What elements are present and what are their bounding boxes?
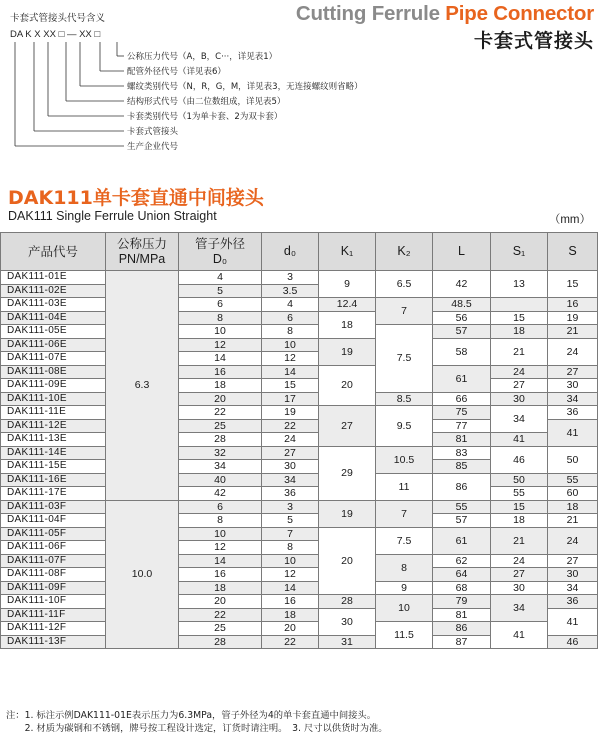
k1-cell: 31 bbox=[319, 635, 376, 649]
legend-item-manufacturer: 生产企业代号 bbox=[127, 142, 179, 152]
s-cell: 55 bbox=[548, 473, 598, 487]
s-cell: 24 bbox=[548, 338, 598, 365]
l-cell: 75 bbox=[433, 406, 491, 420]
s-cell: 27 bbox=[548, 365, 598, 379]
product-code-cell: DAK111-11F bbox=[1, 608, 106, 622]
table-row bbox=[1, 595, 598, 609]
product-code-cell: DAK111-09E bbox=[1, 379, 106, 393]
k2-cell: 7.5 bbox=[376, 527, 433, 554]
table-row bbox=[1, 271, 598, 285]
s1-cell: 27 bbox=[491, 568, 548, 582]
k2-cell: 8.5 bbox=[376, 392, 433, 406]
d0-cell: 27 bbox=[262, 446, 319, 460]
d0-cell: 18 bbox=[262, 608, 319, 622]
k1-cell: 20 bbox=[319, 365, 376, 406]
k2-cell: 11 bbox=[376, 473, 433, 500]
table-row bbox=[1, 500, 598, 514]
header-l: L bbox=[433, 233, 491, 271]
table-row bbox=[1, 568, 598, 582]
s1-cell bbox=[491, 298, 548, 312]
s1-cell: 21 bbox=[491, 527, 548, 554]
s-cell: 60 bbox=[548, 487, 598, 501]
s1-cell: 18 bbox=[491, 514, 548, 528]
outer-diameter-cell: 40 bbox=[179, 473, 262, 487]
s1-cell: 34 bbox=[491, 595, 548, 622]
table-row bbox=[1, 311, 598, 325]
d0-cell: 5 bbox=[262, 514, 319, 528]
d0-cell: 6 bbox=[262, 311, 319, 325]
l-cell: 57 bbox=[433, 325, 491, 339]
product-code-cell: DAK111-15E bbox=[1, 460, 106, 474]
s1-cell: 24 bbox=[491, 554, 548, 568]
s1-cell: 46 bbox=[491, 446, 548, 473]
outer-diameter-cell: 22 bbox=[179, 406, 262, 420]
d0-cell: 14 bbox=[262, 365, 319, 379]
outer-diameter-cell: 32 bbox=[179, 446, 262, 460]
outer-diameter-cell: 34 bbox=[179, 460, 262, 474]
product-code-cell: DAK111-01E bbox=[1, 271, 106, 285]
outer-diameter-cell: 6 bbox=[179, 298, 262, 312]
d0-cell: 22 bbox=[262, 635, 319, 649]
outer-diameter-cell: 10 bbox=[179, 325, 262, 339]
header-s: S bbox=[548, 233, 598, 271]
s-cell: 21 bbox=[548, 514, 598, 528]
k1-cell: 18 bbox=[319, 311, 376, 338]
d0-cell: 3.5 bbox=[262, 284, 319, 298]
header-k2: K₂ bbox=[376, 233, 433, 271]
s-cell: 34 bbox=[548, 581, 598, 595]
s1-cell: 30 bbox=[491, 392, 548, 406]
s-cell: 46 bbox=[548, 635, 598, 649]
l-cell: 42 bbox=[433, 271, 491, 298]
outer-diameter-cell: 42 bbox=[179, 487, 262, 501]
table-row bbox=[1, 298, 598, 312]
header-d0: d₀ bbox=[262, 233, 319, 271]
product-code-cell: DAK111-06F bbox=[1, 541, 106, 555]
outer-diameter-cell: 18 bbox=[179, 581, 262, 595]
k2-cell: 6.5 bbox=[376, 271, 433, 298]
table-row bbox=[1, 514, 598, 528]
s-cell: 36 bbox=[548, 406, 598, 420]
table-row bbox=[1, 473, 598, 487]
k2-cell: 7.5 bbox=[376, 325, 433, 393]
note-line-1: 注：1. 标注示例DAK111-01E表示压力为6.3MPa，管子外径为4的单卡套直通中间接头。 bbox=[6, 710, 377, 721]
s1-cell: 24 bbox=[491, 365, 548, 379]
product-code-cell: DAK111-13E bbox=[1, 433, 106, 447]
english-title-part2: Pipe Connector bbox=[445, 2, 594, 25]
k2-cell: 9 bbox=[376, 581, 433, 595]
outer-diameter-cell: 14 bbox=[179, 352, 262, 366]
table-row bbox=[1, 581, 598, 595]
legend-item-connector: 卡套式管接头 bbox=[127, 127, 179, 137]
k1-cell: 12.4 bbox=[319, 298, 376, 312]
k1-cell: 19 bbox=[319, 338, 376, 365]
outer-diameter-cell: 5 bbox=[179, 284, 262, 298]
s1-cell: 18 bbox=[491, 325, 548, 339]
k1-cell: 20 bbox=[319, 527, 376, 595]
outer-diameter-cell: 28 bbox=[179, 635, 262, 649]
s1-cell: 13 bbox=[491, 271, 548, 298]
product-code-cell: DAK111-14E bbox=[1, 446, 106, 460]
d0-cell: 3 bbox=[262, 500, 319, 514]
l-cell: 62 bbox=[433, 554, 491, 568]
product-code-cell: DAK111-04E bbox=[1, 311, 106, 325]
product-code-cell: DAK111-17E bbox=[1, 487, 106, 501]
table-row bbox=[1, 622, 598, 636]
product-code-cell: DAK111-13F bbox=[1, 635, 106, 649]
l-cell: 85 bbox=[433, 460, 491, 474]
product-code-cell: DAK111-16E bbox=[1, 473, 106, 487]
s1-cell: 15 bbox=[491, 311, 548, 325]
table-row bbox=[1, 487, 598, 501]
outer-diameter-cell: 20 bbox=[179, 595, 262, 609]
outer-diameter-cell: 6 bbox=[179, 500, 262, 514]
k1-cell: 27 bbox=[319, 406, 376, 447]
l-cell: 87 bbox=[433, 635, 491, 649]
d0-cell: 22 bbox=[262, 419, 319, 433]
s-cell: 16 bbox=[548, 298, 598, 312]
s1-cell: 27 bbox=[491, 379, 548, 393]
d0-cell: 30 bbox=[262, 460, 319, 474]
d0-cell: 10 bbox=[262, 554, 319, 568]
table-row bbox=[1, 554, 598, 568]
l-cell: 61 bbox=[433, 365, 491, 392]
k2-cell: 8 bbox=[376, 554, 433, 581]
l-cell: 77 bbox=[433, 419, 491, 433]
s1-cell: 34 bbox=[491, 406, 548, 433]
product-code-cell: DAK111-12F bbox=[1, 622, 106, 636]
s-cell: 30 bbox=[548, 379, 598, 393]
d0-cell: 12 bbox=[262, 352, 319, 366]
product-code-cell: DAK111-12E bbox=[1, 419, 106, 433]
s1-cell: 50 bbox=[491, 473, 548, 487]
s-cell: 21 bbox=[548, 325, 598, 339]
header-k1: K₁ bbox=[319, 233, 376, 271]
product-code-cell: DAK111-08F bbox=[1, 568, 106, 582]
product-code-cell: DAK111-03E bbox=[1, 298, 106, 312]
l-cell: 81 bbox=[433, 608, 491, 622]
pressure-cell: 10.0 bbox=[106, 500, 179, 649]
product-code-cell: DAK111-06E bbox=[1, 338, 106, 352]
product-code-cell: DAK111-03F bbox=[1, 500, 106, 514]
table-row bbox=[1, 406, 598, 420]
l-cell: 48.5 bbox=[433, 298, 491, 312]
product-code-cell: DAK111-02E bbox=[1, 284, 106, 298]
section-title: DAK111单卡套直通中间接头 bbox=[8, 187, 264, 209]
d0-cell: 15 bbox=[262, 379, 319, 393]
l-cell: 79 bbox=[433, 595, 491, 609]
d0-cell: 8 bbox=[262, 541, 319, 555]
table-row bbox=[1, 446, 598, 460]
legend-title: 卡套式管接头代号含义 bbox=[10, 13, 106, 24]
d0-cell: 10 bbox=[262, 338, 319, 352]
outer-diameter-cell: 25 bbox=[179, 419, 262, 433]
english-title-part1: Cutting Ferrule bbox=[295, 2, 446, 25]
s1-cell: 41 bbox=[491, 622, 548, 649]
l-cell: 55 bbox=[433, 500, 491, 514]
l-cell: 66 bbox=[433, 392, 491, 406]
k2-cell: 10 bbox=[376, 595, 433, 622]
note-line-2: 2. 材质为碳钢和不锈钢，牌号按工程设计选定，订货时请注明。 3. 尺寸以供货时为准。 bbox=[6, 723, 388, 734]
k2-cell: 7 bbox=[376, 298, 433, 325]
header-code: 产品代号 bbox=[1, 233, 106, 271]
s1-cell: 41 bbox=[491, 433, 548, 447]
product-code-cell: DAK111-10E bbox=[1, 392, 106, 406]
table-row bbox=[1, 433, 598, 447]
table-row bbox=[1, 379, 598, 393]
l-cell: 86 bbox=[433, 473, 491, 500]
s-cell: 50 bbox=[548, 446, 598, 473]
legend-item-thread: 螺纹类别代号（N，R，G，M，详见表3，无连接螺纹则省略） bbox=[127, 82, 363, 92]
d0-cell: 12 bbox=[262, 568, 319, 582]
d0-cell: 34 bbox=[262, 473, 319, 487]
k1-cell: 29 bbox=[319, 446, 376, 500]
s1-cell: 21 bbox=[491, 338, 548, 365]
product-code-cell: DAK111-07F bbox=[1, 554, 106, 568]
l-cell: 81 bbox=[433, 433, 491, 447]
unit-label: （mm） bbox=[548, 214, 591, 226]
product-code-cell: DAK111-08E bbox=[1, 365, 106, 379]
chinese-title: 卡套式管接头 bbox=[473, 30, 594, 52]
legend-item-pipe-od: 配管外径代号（详见表6） bbox=[127, 67, 226, 77]
table-row bbox=[1, 527, 598, 541]
l-cell: 86 bbox=[433, 622, 491, 636]
k1-cell: 30 bbox=[319, 608, 376, 635]
s-cell: 41 bbox=[548, 608, 598, 635]
d0-cell: 7 bbox=[262, 527, 319, 541]
outer-diameter-cell: 4 bbox=[179, 271, 262, 285]
d0-cell: 8 bbox=[262, 325, 319, 339]
k2-cell: 9.5 bbox=[376, 406, 433, 447]
table-header-row bbox=[1, 233, 598, 271]
outer-diameter-cell: 22 bbox=[179, 608, 262, 622]
k1-cell: 9 bbox=[319, 271, 376, 298]
k2-cell: 7 bbox=[376, 500, 433, 527]
legend-item-ferrule-type: 卡套类别代号（1为单卡套、2为双卡套） bbox=[127, 112, 283, 122]
table-row bbox=[1, 392, 598, 406]
header-s1: S₁ bbox=[491, 233, 548, 271]
s-cell: 27 bbox=[548, 554, 598, 568]
table-row bbox=[1, 325, 598, 339]
d0-cell: 24 bbox=[262, 433, 319, 447]
l-cell: 56 bbox=[433, 311, 491, 325]
outer-diameter-cell: 12 bbox=[179, 541, 262, 555]
s1-cell: 30 bbox=[491, 581, 548, 595]
spec-table bbox=[0, 232, 598, 649]
s-cell: 30 bbox=[548, 568, 598, 582]
l-cell: 64 bbox=[433, 568, 491, 582]
outer-diameter-cell: 20 bbox=[179, 392, 262, 406]
s-cell: 41 bbox=[548, 419, 598, 446]
k1-cell: 19 bbox=[319, 500, 376, 527]
l-cell: 61 bbox=[433, 527, 491, 554]
outer-diameter-cell: 16 bbox=[179, 568, 262, 582]
s-cell: 19 bbox=[548, 311, 598, 325]
k2-cell: 10.5 bbox=[376, 446, 433, 473]
code-pattern: DA K X XX □ — XX □ bbox=[10, 29, 101, 40]
product-code-cell: DAK111-09F bbox=[1, 581, 106, 595]
outer-diameter-cell: 8 bbox=[179, 311, 262, 325]
legend-item-structure: 结构形式代号（由二位数组成，详见表5） bbox=[127, 97, 286, 107]
k2-cell: 11.5 bbox=[376, 622, 433, 649]
s-cell: 15 bbox=[548, 271, 598, 298]
d0-cell: 3 bbox=[262, 271, 319, 285]
d0-cell: 16 bbox=[262, 595, 319, 609]
notes bbox=[6, 709, 388, 735]
product-code-cell: DAK111-05F bbox=[1, 527, 106, 541]
header-pressure: 公称压力 PN/MPa bbox=[106, 233, 179, 271]
outer-diameter-cell: 16 bbox=[179, 365, 262, 379]
product-code-cell: DAK111-10F bbox=[1, 595, 106, 609]
table-row bbox=[1, 338, 598, 352]
product-code-cell: DAK111-11E bbox=[1, 406, 106, 420]
s-cell: 34 bbox=[548, 392, 598, 406]
d0-cell: 20 bbox=[262, 622, 319, 636]
d0-cell: 19 bbox=[262, 406, 319, 420]
s-cell: 24 bbox=[548, 527, 598, 554]
pressure-cell: 6.3 bbox=[106, 271, 179, 501]
outer-diameter-cell: 14 bbox=[179, 554, 262, 568]
s-cell: 36 bbox=[548, 595, 598, 609]
product-code-cell: DAK111-07E bbox=[1, 352, 106, 366]
d0-cell: 14 bbox=[262, 581, 319, 595]
section-subtitle: DAK111 Single Ferrule Union Straight bbox=[8, 209, 217, 223]
outer-diameter-cell: 25 bbox=[179, 622, 262, 636]
d0-cell: 36 bbox=[262, 487, 319, 501]
product-code-cell: DAK111-04F bbox=[1, 514, 106, 528]
header-outer-diameter: 管子外径 D₀ bbox=[179, 233, 262, 271]
table-row bbox=[1, 365, 598, 379]
outer-diameter-cell: 10 bbox=[179, 527, 262, 541]
legend-item-pressure: 公称压力代号（A，B，C···，详见表1） bbox=[127, 52, 278, 62]
outer-diameter-cell: 18 bbox=[179, 379, 262, 393]
outer-diameter-cell: 8 bbox=[179, 514, 262, 528]
d0-cell: 4 bbox=[262, 298, 319, 312]
s1-cell: 15 bbox=[491, 500, 548, 514]
outer-diameter-cell: 28 bbox=[179, 433, 262, 447]
outer-diameter-cell: 12 bbox=[179, 338, 262, 352]
s1-cell: 55 bbox=[491, 487, 548, 501]
l-cell: 58 bbox=[433, 338, 491, 365]
l-cell: 68 bbox=[433, 581, 491, 595]
k1-cell: 28 bbox=[319, 595, 376, 609]
s-cell: 18 bbox=[548, 500, 598, 514]
product-code-cell: DAK111-05E bbox=[1, 325, 106, 339]
l-cell: 83 bbox=[433, 446, 491, 460]
d0-cell: 17 bbox=[262, 392, 319, 406]
l-cell: 57 bbox=[433, 514, 491, 528]
